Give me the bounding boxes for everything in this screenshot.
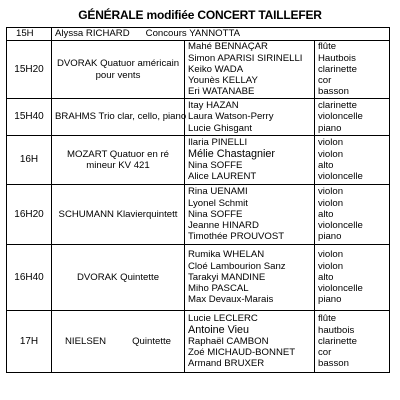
musician-name: Nina SOFFE xyxy=(188,160,243,171)
musician-name: Itay HAZAN xyxy=(188,100,239,112)
slot-piece xyxy=(52,99,185,136)
instrument: violon xyxy=(318,137,344,149)
piece-line: SCHUMANN Klavierquintett xyxy=(58,208,178,220)
slot-piece xyxy=(52,136,185,185)
slot-musicians xyxy=(185,185,315,245)
musician-name: Miho PASCAL xyxy=(188,283,249,295)
piece-work: Quintette xyxy=(132,335,171,347)
slot-row xyxy=(7,245,390,311)
slot-piece xyxy=(52,245,185,311)
instrument: alto xyxy=(318,271,334,283)
slot-instruments xyxy=(315,136,390,185)
piece-line: pour vents xyxy=(95,69,141,81)
musician-name: Timothée PROUVOST xyxy=(188,231,285,243)
piece-line: MOZART Quatuor en ré xyxy=(66,148,170,160)
instrument: basson xyxy=(318,358,349,370)
musician-name: Eri WATANABE xyxy=(188,86,255,98)
header-info xyxy=(52,28,390,41)
musician-name: Lucie LECLERC xyxy=(188,313,258,325)
musician-name: Jeanne HINARD xyxy=(188,220,259,232)
slot-row xyxy=(7,99,390,136)
instrument: basson xyxy=(318,86,349,98)
piece-line: DVORAK Quintette xyxy=(76,271,160,283)
musician-name: Max Devaux-Marais xyxy=(188,294,274,306)
musician-name: Armand BRUXER xyxy=(188,358,265,370)
instrument: hautbois xyxy=(318,324,355,336)
slot-time: 16H20 xyxy=(7,185,52,245)
instrument: cor xyxy=(318,75,332,87)
piece-line: BRAHMS Trio clar, cello, piano xyxy=(55,111,187,123)
instrument: violon xyxy=(318,148,344,160)
musician-name: Laura Watson-Perry xyxy=(188,111,274,123)
instrument: violon xyxy=(318,260,344,272)
musician-name: Ilaria PINELLI xyxy=(188,137,248,149)
instrument: alto xyxy=(318,208,334,220)
instrument: flûte xyxy=(318,41,337,53)
slot-instruments xyxy=(315,311,390,373)
header-name: Alyssa RICHARD xyxy=(55,28,130,40)
slot-piece xyxy=(52,311,185,373)
slot-instruments xyxy=(315,185,390,245)
slot-musicians xyxy=(185,99,315,136)
piece-line xyxy=(55,336,181,347)
musician-name: Lucie Ghisgant xyxy=(188,122,252,134)
header-time: 15H xyxy=(7,28,52,41)
instrument: clarinette xyxy=(318,100,357,112)
musician-name: Rina UENAMI xyxy=(188,186,248,198)
instrument: violon xyxy=(318,186,344,198)
slot-time: 17H xyxy=(7,311,52,373)
slot-musicians xyxy=(185,41,315,99)
musician-name: Raphaël CAMBON xyxy=(188,335,269,347)
slot-time: 15H40 xyxy=(7,99,52,136)
musician-name: Simon APARISI SIRINELLI xyxy=(188,52,303,64)
musician-name: Rumika WHELAN xyxy=(188,249,265,261)
instrument: violoncelle xyxy=(318,220,363,232)
document-title: GÉNÉRALE modifiée CONCERT TAILLEFER xyxy=(78,8,322,22)
slot-instruments xyxy=(315,99,390,136)
slot-row xyxy=(7,41,390,99)
instrument: cor xyxy=(318,347,332,359)
musician-name: Keiko WADA xyxy=(188,63,244,75)
slot-musicians xyxy=(185,245,315,311)
musician-name: Mélie Chastagnier xyxy=(188,147,276,160)
instrument: alto xyxy=(318,160,334,171)
musician-name: Nina SOFFE xyxy=(188,208,243,220)
slot-instruments xyxy=(315,41,390,99)
musician-name: Lyonel Schmit xyxy=(188,197,248,209)
instrument: violoncelle xyxy=(318,283,363,295)
musician-name: Mahé BENNAÇAR xyxy=(188,41,268,53)
instrument: clarinette xyxy=(318,63,357,75)
slot-time: 16H40 xyxy=(7,245,52,311)
slot-row xyxy=(7,185,390,245)
musician-name: Tarakyi MANDINE xyxy=(188,271,266,283)
slot-instruments xyxy=(315,245,390,311)
instrument: Hautbois xyxy=(318,52,356,64)
musician-name: Alice LAURENT xyxy=(188,171,257,183)
instrument: clarinette xyxy=(318,335,357,347)
instrument: piano xyxy=(318,231,342,243)
instrument: violon xyxy=(318,249,344,261)
header-row xyxy=(7,28,390,41)
slot-row xyxy=(7,136,390,185)
instrument: flûte xyxy=(318,313,337,325)
piece-line: DVORAK Quatuor américain xyxy=(56,58,180,70)
instrument: violoncelle xyxy=(318,171,363,183)
musician-name: Zoé MICHAUD-BONNET xyxy=(188,347,296,359)
slot-time: 15H20 xyxy=(7,41,52,99)
slot-piece xyxy=(52,41,185,99)
musician-name: Antoine Vieu xyxy=(188,323,250,336)
slot-piece xyxy=(52,185,185,245)
instrument: violon xyxy=(318,197,344,209)
musician-name: Younès KELLAY xyxy=(188,75,258,87)
slot-time: 16H xyxy=(7,136,52,185)
slot-row xyxy=(7,311,390,373)
schedule-table xyxy=(6,27,390,373)
instrument: piano xyxy=(318,122,342,134)
musician-name: Cloé Lambourion Sanz xyxy=(188,260,286,272)
instrument: piano xyxy=(318,294,342,306)
header-note: Concours YANNOTTA xyxy=(145,28,241,40)
instrument: violoncelle xyxy=(318,111,363,123)
piece-line: mineur KV 421 xyxy=(86,160,150,171)
slot-musicians xyxy=(185,136,315,185)
piece-composer: NIELSEN xyxy=(65,335,107,347)
slot-musicians xyxy=(185,311,315,373)
